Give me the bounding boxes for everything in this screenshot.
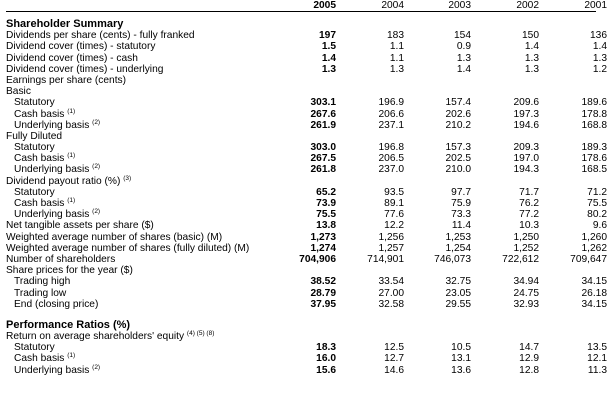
row-label: Return on average shareholders' equity $^{(4) (5) (8)}$ — [6, 330, 215, 343]
cell-2004: 12.7 — [384, 353, 404, 365]
row-label: Statutory — [14, 142, 55, 154]
cell-2005: 15.6 — [316, 364, 336, 376]
cell-2003: 29.55 — [445, 298, 471, 310]
cell-2005: 1,273 — [310, 231, 336, 243]
cell-2005: 261.9 — [310, 119, 336, 131]
row-label: Statutory — [14, 186, 55, 198]
row-label: Dividends per share (cents) - fully franked — [6, 30, 195, 42]
footnote-ref: (2) — [92, 163, 101, 171]
cell-2003: 1.3 — [456, 52, 471, 64]
table-row — [6, 342, 607, 354]
cell-2004: 196.8 — [378, 142, 404, 154]
cell-2002: 209.6 — [513, 97, 539, 109]
cell-2003: 0.9 — [456, 41, 471, 53]
footnote-ref: (1) — [67, 107, 76, 115]
table-body — [6, 13, 607, 376]
row-label: Cash basis $^{(1)}$ — [14, 107, 76, 120]
table-row — [6, 331, 596, 342]
row-label: Underlying basis $^{(2)}$ — [14, 363, 101, 376]
cell-2005: 73.9 — [316, 198, 336, 209]
row-label: Number of shareholders — [6, 253, 116, 265]
footnote-ref: (2) — [92, 118, 101, 126]
cell-2004: 237.0 — [378, 164, 404, 176]
table-row — [6, 220, 607, 232]
cell-2002: 1,252 — [513, 242, 539, 254]
table-row — [6, 118, 607, 131]
cell-2002: 194.3 — [513, 164, 539, 176]
footnote-ref: (2) — [92, 208, 101, 216]
financial-summary-table — [6, 0, 607, 376]
cell-2002: 1.3 — [524, 63, 539, 75]
row-label: Trading high — [14, 276, 71, 288]
cell-2004: 1.3 — [389, 63, 404, 75]
table-row — [6, 86, 596, 97]
cell-2001: 1,260 — [581, 231, 607, 243]
table-row — [6, 208, 607, 221]
row-label: Weighted average number of shares (basic) (M) — [6, 231, 223, 243]
cell-2001: 189.3 — [581, 142, 607, 154]
cell-2004: 14.6 — [384, 364, 404, 376]
table-row — [6, 253, 607, 265]
cell-2003: 210.0 — [445, 164, 471, 176]
header-divider — [6, 11, 596, 12]
cell-2004: 33.54 — [378, 276, 404, 288]
row-label: Underlying basis $^{(2)}$ — [14, 163, 101, 176]
cell-2003: 202.6 — [445, 108, 471, 120]
footnote-ref: (3) — [123, 174, 132, 182]
cell-2004: 196.9 — [378, 97, 404, 109]
cell-2001: 1.3 — [592, 52, 607, 64]
cell-2003: 202.5 — [445, 153, 471, 165]
row-label: Earnings per share (cents) — [6, 74, 127, 86]
table-row — [6, 276, 607, 288]
cell-2003: 157.3 — [445, 142, 471, 154]
cell-2002: 1,250 — [513, 231, 539, 243]
cell-2003: 210.2 — [445, 119, 471, 131]
cell-2002: 34.94 — [513, 276, 539, 288]
table-row — [6, 163, 607, 176]
cell-2001: 13.5 — [587, 342, 607, 354]
cell-2005: 28.79 — [310, 287, 336, 299]
cell-2001: 1.4 — [592, 41, 607, 53]
footnote-ref: (4) (5) (8) — [186, 330, 215, 338]
row-label: Cash basis $^{(1)}$ — [14, 352, 76, 365]
table-row — [6, 265, 596, 276]
row-label: Statutory — [14, 97, 55, 109]
cell-2001: 178.8 — [581, 108, 607, 120]
cell-2003: 13.6 — [451, 364, 471, 376]
cell-2005: 1.5 — [321, 41, 336, 53]
cell-2002: 722,612 — [502, 253, 539, 265]
cell-2002: 150 — [522, 30, 539, 42]
cell-2005: 65.2 — [316, 186, 336, 198]
cell-2001: 34.15 — [581, 298, 607, 310]
cell-2004: 1,256 — [378, 231, 404, 243]
table-row — [6, 131, 596, 142]
cell-2002: 12.8 — [519, 364, 539, 376]
row-label: Trading low — [14, 287, 67, 299]
cell-2004: 714,901 — [367, 253, 404, 265]
cell-2001: 75.5 — [587, 198, 607, 209]
cell-2005: 197 — [319, 30, 336, 42]
row-label: Cash basis $^{(1)}$ — [14, 197, 76, 209]
footnote-ref: (1) — [67, 197, 76, 204]
year-header-row — [6, 0, 607, 13]
cell-2002: 209.3 — [513, 142, 539, 154]
cell-2003: 1.4 — [456, 63, 471, 75]
cell-2003: 75.9 — [451, 198, 471, 209]
year-header-2001: 2001 — [584, 0, 607, 11]
cell-2001: 1.2 — [592, 63, 607, 75]
row-label: Underlying basis $^{(2)}$ — [14, 208, 101, 221]
table-row — [6, 231, 607, 243]
cell-2003: 13.1 — [451, 353, 471, 365]
cell-2003: 1,253 — [445, 231, 471, 243]
cell-2005: 704,906 — [299, 253, 336, 265]
cell-2004: 1,257 — [378, 242, 404, 254]
table-row — [6, 298, 607, 310]
table-row — [6, 75, 596, 86]
cell-2005: 1.3 — [321, 63, 336, 75]
section-title-row — [6, 320, 596, 331]
cell-2004: 93.5 — [384, 186, 404, 198]
cell-2004: 12.2 — [384, 220, 404, 232]
cell-2002: 24.75 — [513, 287, 539, 299]
year-header-2003: 2003 — [448, 0, 471, 11]
cell-2001: 11.3 — [587, 364, 607, 376]
cell-2001: 9.6 — [592, 220, 607, 232]
section-title: Shareholder Summary — [6, 18, 124, 30]
cell-2001: 168.8 — [581, 119, 607, 131]
cell-2003: 157.4 — [445, 97, 471, 109]
cell-2001: 178.6 — [581, 153, 607, 165]
table-row — [6, 176, 596, 187]
cell-2003: 97.7 — [451, 186, 471, 198]
cell-2001: 189.6 — [581, 97, 607, 109]
cell-2004: 237.1 — [378, 119, 404, 131]
cell-2004: 1.1 — [389, 52, 404, 64]
cell-2004: 32.58 — [378, 298, 404, 310]
cell-2003: 11.4 — [451, 220, 471, 232]
cell-2002: 14.7 — [519, 342, 539, 354]
cell-2005: 267.5 — [310, 153, 336, 165]
cell-2001: 709,647 — [570, 253, 607, 265]
cell-2001: 34.15 — [581, 276, 607, 288]
table-row — [6, 186, 607, 198]
cell-2001: 71.2 — [587, 186, 607, 198]
cell-2003: 1,254 — [445, 242, 471, 254]
year-header-2004: 2004 — [381, 0, 404, 11]
cell-2002: 32.93 — [513, 298, 539, 310]
cell-2004: 206.5 — [378, 153, 404, 165]
cell-2003: 73.3 — [451, 209, 471, 221]
cell-2003: 10.5 — [451, 342, 471, 354]
cell-2001: 136 — [590, 30, 607, 42]
cell-2003: 32.75 — [445, 276, 471, 288]
cell-2005: 13.8 — [316, 220, 336, 232]
cell-2002: 12.9 — [519, 353, 539, 365]
cell-2005: 303.1 — [310, 97, 336, 109]
cell-2005: 1.4 — [321, 52, 336, 64]
cell-2005: 261.8 — [310, 164, 336, 176]
year-header-2002: 2002 — [516, 0, 539, 11]
row-label: Statutory — [14, 342, 55, 354]
cell-2004: 1.1 — [389, 41, 404, 53]
row-label: Cash basis $^{(1)}$ — [14, 152, 76, 165]
cell-2001: 1,262 — [581, 242, 607, 254]
table-row — [6, 97, 607, 109]
year-header-2005: 2005 — [313, 0, 336, 11]
cell-2003: 23.05 — [445, 287, 471, 299]
cell-2005: 75.5 — [316, 209, 336, 221]
cell-2005: 303.0 — [310, 142, 336, 154]
table-row — [6, 41, 607, 53]
cell-2004: 89.1 — [384, 198, 404, 209]
cell-2004: 27.00 — [378, 287, 404, 299]
cell-2005: 16.0 — [316, 353, 336, 365]
footnote-ref: (1) — [67, 152, 76, 160]
row-label: Dividend cover (times) - cash — [6, 52, 138, 64]
row-label: Underlying basis $^{(2)}$ — [14, 118, 101, 131]
row-label: End (closing price) — [14, 298, 99, 310]
cell-2001: 168.5 — [581, 164, 607, 176]
cell-2002: 1.4 — [524, 41, 539, 53]
cell-2002: 77.2 — [519, 209, 539, 221]
cell-2003: 746,073 — [434, 253, 471, 265]
table-row — [6, 63, 607, 75]
footnote-ref: (2) — [92, 363, 101, 371]
cell-2005: 37.95 — [310, 298, 336, 310]
cell-2002: 1.3 — [524, 52, 539, 64]
cell-2002: 71.7 — [519, 186, 539, 198]
row-label: Dividend payout ratio (%) $^{(3)}$ — [6, 174, 132, 187]
cell-2004: 206.6 — [378, 108, 404, 120]
cell-2001: 26.18 — [581, 287, 607, 299]
cell-2005: 18.3 — [316, 342, 336, 354]
section-title: Performance Ratios (%) — [6, 318, 131, 331]
cell-2001: 12.1 — [587, 353, 607, 365]
table-row — [6, 142, 607, 154]
section-title-row — [6, 19, 596, 30]
cell-2002: 197.0 — [513, 153, 539, 165]
table-row — [6, 363, 607, 376]
row-label: Basic — [6, 86, 31, 98]
cell-2004: 183 — [387, 30, 404, 42]
table-row — [6, 52, 607, 64]
cell-2002: 194.6 — [513, 119, 539, 131]
row-label: Weighted average number of shares (fully diluted) (M) — [6, 242, 250, 254]
cell-2005: 267.6 — [310, 108, 336, 120]
row-label: Dividend cover (times) - underlying — [6, 63, 164, 75]
cell-2001: 80.2 — [587, 209, 607, 221]
cell-2004: 12.5 — [384, 342, 404, 354]
row-label: Dividend cover (times) - statutory — [6, 41, 156, 53]
row-label: Share prices for the year ($) — [6, 265, 133, 277]
table-row — [6, 242, 607, 254]
table-row — [6, 30, 607, 42]
cell-2003: 154 — [454, 30, 471, 42]
cell-2002: 10.3 — [519, 220, 539, 232]
row-label: Fully Diluted — [6, 130, 63, 142]
cell-2002: 76.2 — [519, 198, 539, 209]
footnote-ref: (1) — [67, 352, 76, 360]
row-label: Net tangible assets per share ($) — [6, 220, 154, 232]
cell-2005: 38.52 — [310, 276, 336, 288]
cell-2004: 77.6 — [384, 209, 404, 221]
cell-2002: 197.3 — [513, 108, 539, 120]
table-row — [6, 287, 607, 299]
cell-2005: 1,274 — [310, 242, 336, 254]
